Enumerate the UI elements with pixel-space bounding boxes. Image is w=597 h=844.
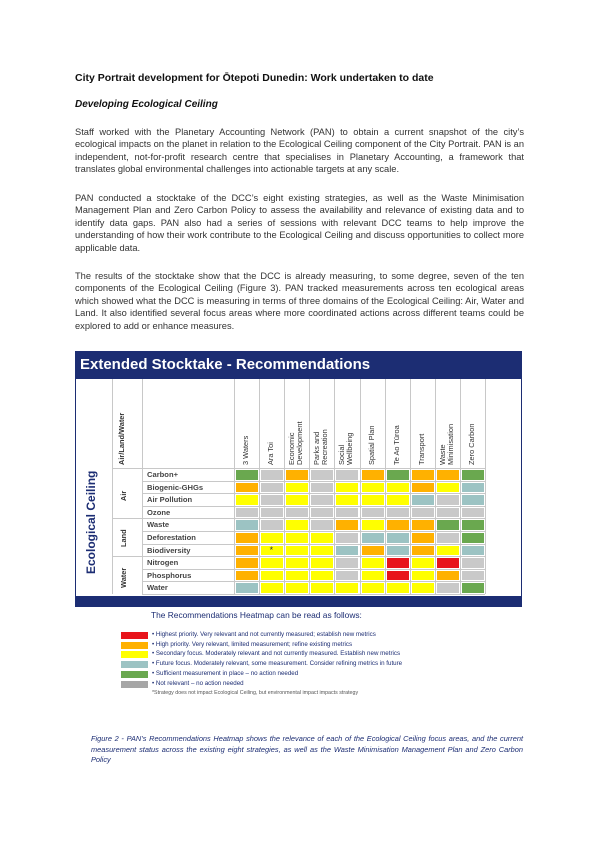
- legend-swatch: [121, 651, 148, 658]
- figure-frame: [75, 351, 522, 607]
- row-label: Biodiversity: [147, 545, 191, 555]
- section-subheading: Developing Ecological Ceiling: [75, 99, 218, 110]
- row-label: Nitrogen: [147, 558, 179, 568]
- legend-text: • Future focus. Moderately relevant, some measurement. Consider refining metrics in future: [152, 660, 403, 668]
- column-header: Zero Carbon: [466, 423, 476, 465]
- domain-label: Air: [119, 490, 128, 501]
- legend-title: The Recommendations Heatmap can be read as follows:: [151, 610, 362, 620]
- domain-label: Water: [119, 567, 128, 588]
- row-label: Phosphorus: [147, 570, 192, 580]
- legend-swatch: [121, 632, 148, 639]
- column-header: 3 Waters: [241, 435, 250, 465]
- legend-swatch: [121, 681, 148, 688]
- cell-mark: *: [269, 544, 274, 555]
- domain-label: Land: [119, 529, 128, 548]
- legend-swatch: [121, 671, 148, 678]
- row-label: Biogenic-GHGs: [147, 482, 204, 492]
- stocktake-figure: [75, 351, 522, 607]
- row-label: Water: [147, 583, 168, 593]
- figure-caption: Figure 2 - PAN’s Recommendations Heatmap shows the relevance of each of the Ecological Ceiling focus areas, and the current measurement status across the existing eight strategies, as well as the Waste Minimisation Management Plan and Zero Carbon Policy: [91, 734, 523, 764]
- ecological-ceiling-label: Ecological Ceiling: [84, 470, 98, 574]
- column-header: Waste Minimisation: [437, 423, 455, 465]
- legend-text: • High priority. Very relevant, limited measurement; refine existing metrics: [152, 640, 353, 648]
- row-label: Deforestation: [147, 533, 196, 542]
- row-label: Ozone: [147, 507, 171, 517]
- legend-text: • Highest priority. Very relevant and not currently measured; establish new metrics: [152, 631, 376, 638]
- row-label: Waste: [147, 520, 170, 530]
- paragraph-3: The results of the stocktake show that the DCC is already measuring, to some degree, seven of the ten components of the Ecological Ceiling (Figure 3). PAN tracked measurements across ten ecological areas which showed what the DCC is measuring in terms of three domains of the Ecological Ceiling: Air, Water and Land. It also identified several focus areas where more coordinated actions across different teams could be explored to add or enhance measures.: [75, 271, 524, 331]
- legend-text: • Secondary focus. Moderately relevant and not currently measured. Establish new metrics: [152, 650, 401, 658]
- column-header: Transport: [416, 433, 426, 465]
- page-heading: City Portrait development for Ōtepoti Dunedin: Work undertaken to date: [75, 72, 434, 84]
- domain-column-header: Air/Land/Water: [117, 412, 126, 465]
- figure-title: Extended Stocktake - Recommendations: [80, 356, 371, 373]
- legend-note: *Strategy does not impact Ecological Ceiling, but environmental impact impacts strategy: [152, 690, 359, 696]
- column-header: Social Wellbeing: [337, 432, 354, 465]
- row-label: Carbon+: [147, 470, 179, 479]
- legend-swatch: [121, 642, 148, 649]
- legend-text: • Sufficient measurement in place – no action needed: [152, 669, 299, 677]
- column-header: Te Ao Tūroa: [391, 425, 401, 465]
- column-header: Ara Toi: [266, 442, 276, 465]
- paragraph-1: Staff worked with the Planetary Accounting Network (PAN) to obtain a current snapshot of the city’s ecological impacts on the planet in relation to the Ecological Ceiling component of the City Portrait. PAN is an independent, not-for-profit research centre that specialises in Planetary Accounting, a framework that translates global environmental challenges into actionable targets at any scale.: [75, 127, 524, 175]
- legend-swatch: [121, 661, 148, 668]
- paragraph-2: PAN conducted a stocktake of the DCC’s eight existing strategies, as well as the Waste Minimisation Management Plan and Zero Carbon Policy to assess the availability and relevance of existing data and to identify data gaps. PAN also had a series of sessions with relevant DCC teams to help improve the understanding of how their work contribute to the Ecological Ceiling and discuss opportunities to collect more applicable data.: [75, 193, 524, 253]
- column-header: Spatial Plan: [366, 425, 376, 465]
- legend-text: • Not relevant – no action needed: [152, 679, 244, 687]
- row-label: Air Pollution: [147, 495, 193, 505]
- column-header: Economic Development: [287, 421, 304, 465]
- column-header: Parks and Recreation: [312, 429, 329, 465]
